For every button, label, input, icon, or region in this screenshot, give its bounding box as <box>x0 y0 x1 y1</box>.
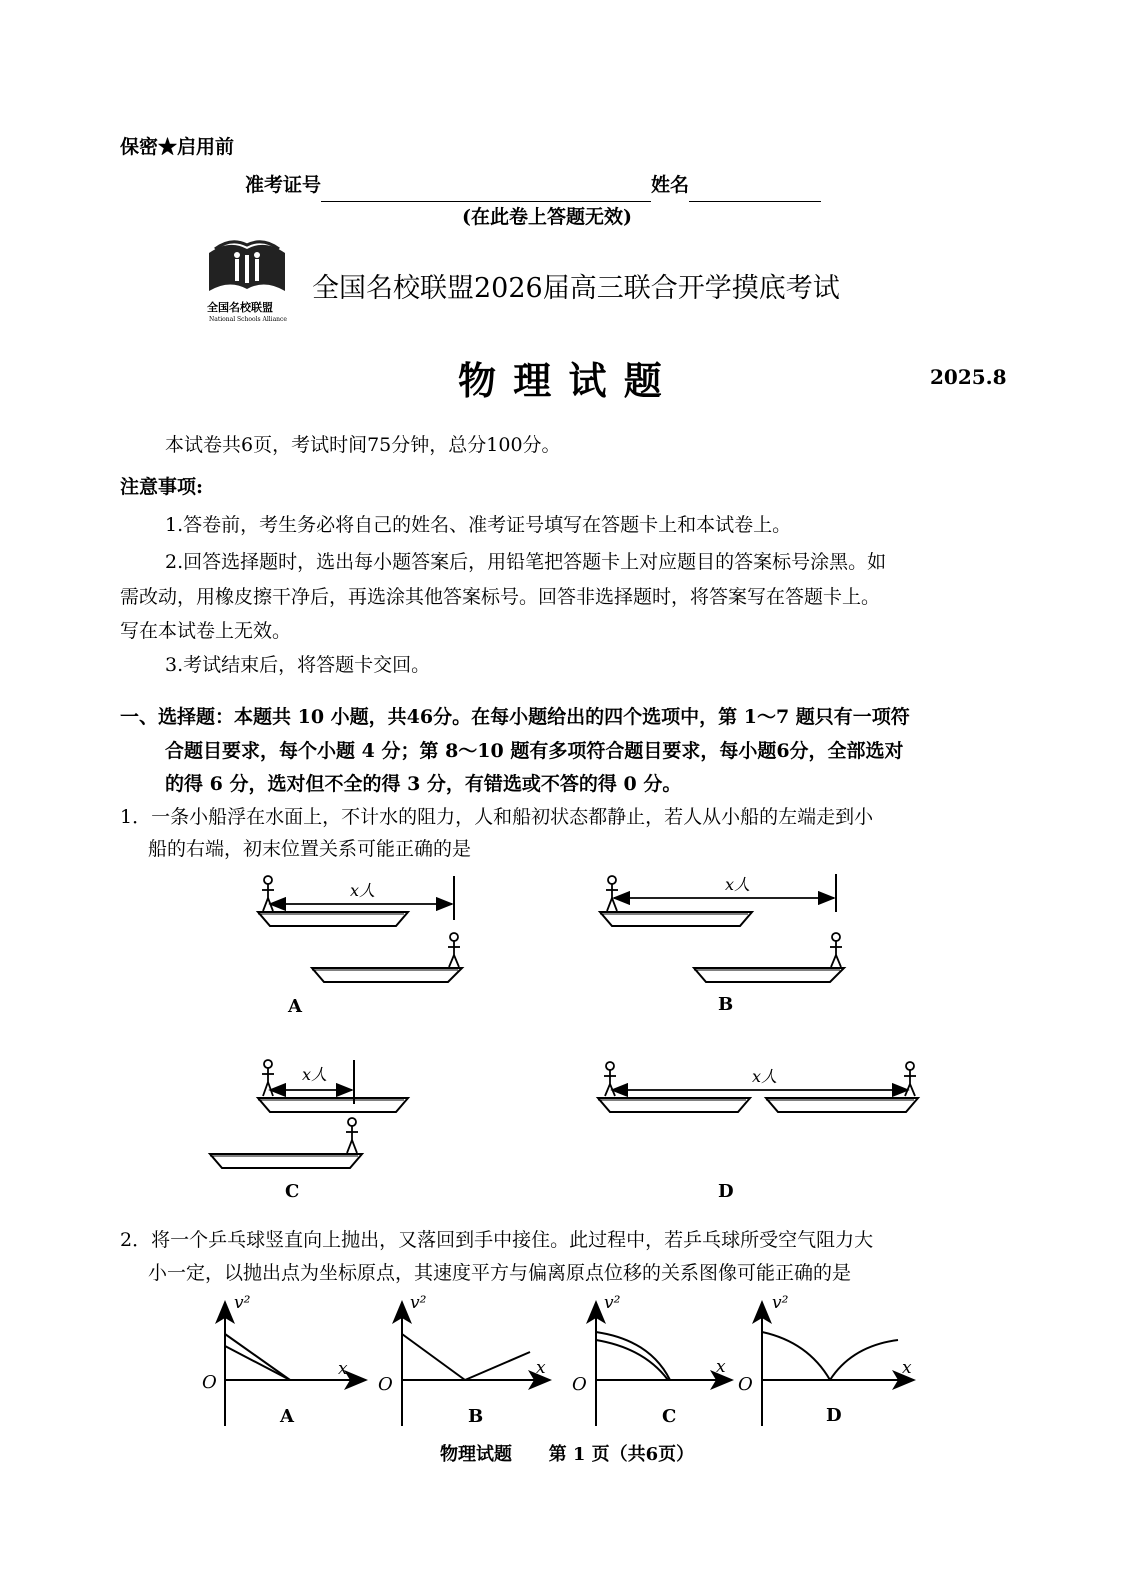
q1-option-b: B <box>718 994 734 1015</box>
q2-option-a: A <box>280 1406 294 1427</box>
logo-subtext: National Schools Alliance <box>209 316 287 323</box>
q1-figure-b <box>600 874 844 982</box>
person-icon <box>346 1118 358 1153</box>
q1-option-c: C <box>285 1181 300 1202</box>
q2-a-xaxis-label: x <box>338 1359 348 1379</box>
exam-date: 2025.8 <box>930 365 1007 389</box>
section1-line1: 一、选择题：本题共 10 小题，共46分。在每小题给出的四个选项中，第 1～7 题只有一项符 <box>120 706 910 728</box>
q1-stem-line1: 1．一条小船浮在水面上，不计水的阻力，人和船初状态都静止，若人从小船的左端走到小 <box>120 806 874 828</box>
q2-c-yaxis-label: v² <box>604 1293 621 1313</box>
note-3: 3.考试结束后，将答题卡交回。 <box>165 654 431 676</box>
subject-title: 物 理 试 题 <box>458 358 664 403</box>
footer <box>440 1440 694 1466</box>
q2-c-xaxis-label: x <box>716 1357 726 1377</box>
q2-d-xaxis-label: x <box>902 1358 912 1378</box>
q2-stem-line1: 2．将一个乒乓球竖直向上抛出，又落回到手中接住。此过程中，若乒乓球所受空气阻力大 <box>120 1229 874 1251</box>
q2-c-origin: O <box>572 1374 587 1395</box>
person-icon <box>606 876 618 911</box>
section1-line2: 合题目要求，每个小题 4 分；第 8～10 题有多项符合题目要求，每小题6分，全部选对 <box>165 740 904 762</box>
footer-subject: 物理试题 <box>440 1444 512 1465</box>
q2-d-yaxis-label: v² <box>772 1293 789 1313</box>
admission-label: 准考证号 <box>245 174 322 196</box>
q1-option-d: D <box>718 1181 734 1202</box>
person-icon <box>448 933 460 967</box>
footer-page: 第 1 页（共6页） <box>548 1444 695 1465</box>
note-2c: 写在本试卷上无效。 <box>120 620 292 642</box>
exam-intro: 本试卷共6页，考试时间75分钟，总分100分。 <box>165 434 561 456</box>
person-icon <box>830 933 842 967</box>
note-1: 1.答卷前，考生务必将自己的姓名、准考证号填写在答题卡上和本试卷上。 <box>165 514 792 536</box>
secret-label: 保密★启用前 <box>120 136 235 158</box>
x-label-b: x人 <box>725 875 751 894</box>
q2-stem-line2: 小一定，以抛出点为坐标原点，其速度平方与偏离原点位移的关系图像可能正确的是 <box>148 1262 852 1284</box>
q2-option-b: B <box>468 1406 484 1427</box>
q2-option-c: C <box>662 1406 677 1427</box>
q2-a-origin: O <box>202 1372 217 1393</box>
q2-b-origin: O <box>378 1374 393 1395</box>
logo-text: 全国名校联盟 <box>207 301 273 314</box>
exam-title: 全国名校联盟2026届高三联合开学摸底考试 <box>312 273 840 304</box>
q1-option-a: A <box>288 996 302 1017</box>
q2-b-xaxis-label: x <box>536 1358 546 1378</box>
person-icon <box>262 876 274 911</box>
q2-option-d: D <box>826 1405 842 1426</box>
section1-line3: 的得 6 分，选对但不全的得 3 分，有错选或不答的得 0 分。 <box>165 773 682 795</box>
x-label-d: x人 <box>752 1067 778 1086</box>
notes-heading: 注意事项: <box>120 476 204 498</box>
x-label-a: x人 <box>350 881 376 900</box>
q1-stem-line2: 船的右端，初末位置关系可能正确的是 <box>148 838 472 860</box>
note-2b: 需改动，用橡皮擦干净后，再选涂其他答案标号。回答非选择题时，将答案写在答题卡上。 <box>120 586 881 608</box>
x-label-c: x人 <box>302 1065 328 1084</box>
name-label: 姓名 <box>651 174 690 196</box>
q2-b-yaxis-label: v² <box>410 1293 427 1313</box>
q2-a-yaxis-label: v² <box>234 1293 251 1313</box>
note-2a: 2.回答选择题时，选出每小题答案后，用铅笔把答题卡上对应题目的答案标号涂黑。如 <box>165 551 887 573</box>
q2-d-origin: O <box>738 1374 753 1395</box>
invalid-note: (在此卷上答题无效) <box>462 206 632 228</box>
